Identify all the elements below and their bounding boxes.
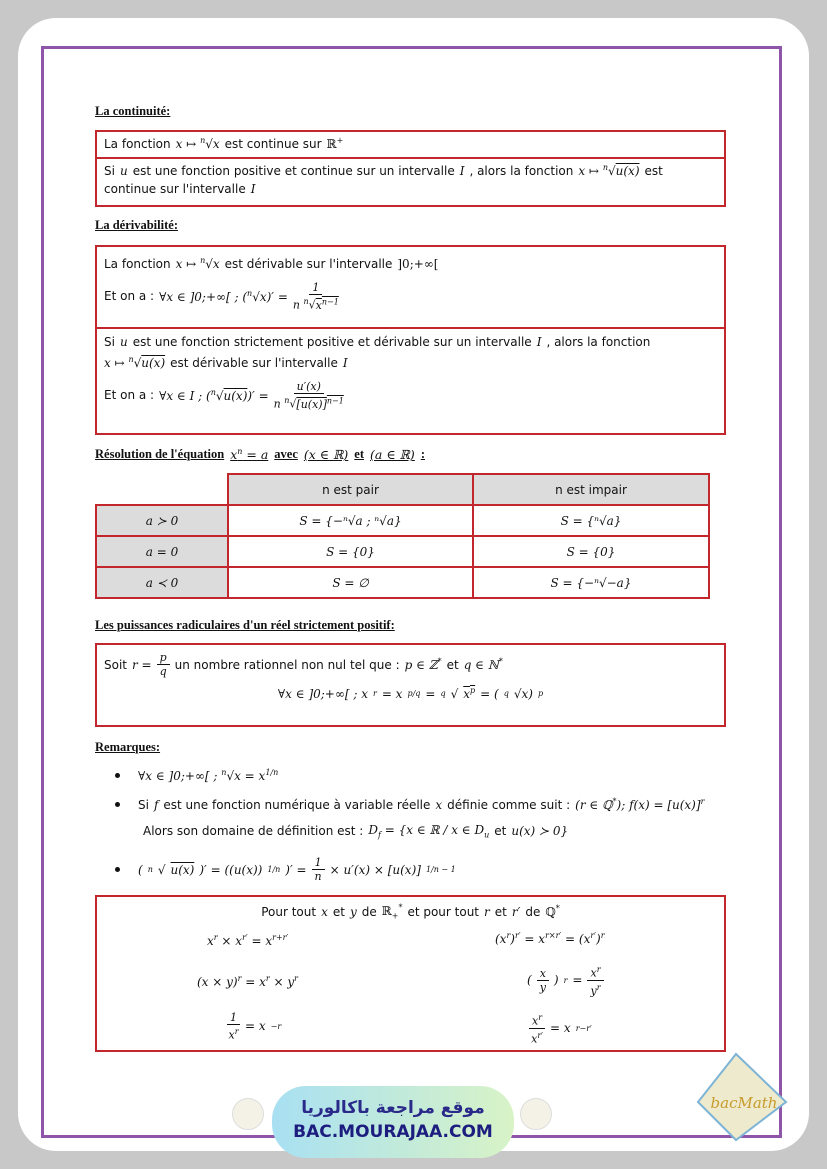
blank-cell <box>96 474 228 505</box>
book-icon <box>232 1098 264 1130</box>
formula: x ↦ $^n$√u(x) <box>578 163 640 178</box>
formula: u <box>119 335 128 349</box>
equation-title <box>95 447 425 462</box>
text: et <box>332 904 345 919</box>
formula: I <box>250 182 256 196</box>
property-1: $x^r \times x^{r'} = x^{r+r'}$ <box>207 933 289 948</box>
formula: x ↦ $^n$√u(x) <box>104 355 166 370</box>
text: Si <box>104 335 115 349</box>
bullet-dot <box>115 867 120 872</box>
fraction: $\frac{1}{n ^n√x^{n-1}}$ <box>292 281 339 312</box>
solution-cell: S = {ⁿ√a} <box>473 505 709 536</box>
text: Si <box>104 163 115 178</box>
derivability-row-1 <box>97 247 724 329</box>
continuity-row-1 <box>97 132 724 159</box>
formula: I <box>459 163 465 178</box>
solution-cell: S = {0} <box>473 536 709 567</box>
formula: r <box>484 904 490 919</box>
site-banner[interactable] <box>272 1086 514 1158</box>
formula: (x ∈ ℝ) <box>303 447 349 463</box>
fraction: $\frac{p}{q}$ <box>157 651 170 678</box>
text: est <box>644 163 663 178</box>
fraction: $\frac{x^r}{x^{r'}}$ <box>529 1011 545 1045</box>
text: Pour tout <box>261 904 317 919</box>
derivability-box <box>95 245 726 435</box>
text: est dérivable sur l'intervalle <box>170 355 338 370</box>
formula: ℝ$_+$* <box>381 903 403 921</box>
powers-title: Les puissances radiculaires d'un réel strictement positif: <box>95 618 395 632</box>
text: , alors la fonction <box>546 335 651 349</box>
property-3: $(x \times y)^r = x^r \times y^r$ <box>197 974 298 989</box>
text: La fonction <box>104 136 171 151</box>
property-4: ( $\frac{x}{y}$ ) r = $\frac{x^r}{y^r}$ <box>527 963 604 997</box>
remark-2 <box>115 797 704 812</box>
text: est dérivable sur l'intervalle <box>224 256 393 271</box>
remarks-title: Remarques: <box>95 740 161 754</box>
formula: f <box>153 797 159 812</box>
condition-cell: a ≻ 0 <box>96 505 228 536</box>
formula: I <box>536 335 542 349</box>
condition-cell: a = 0 <box>96 536 228 567</box>
derivability-row-2 <box>97 329 724 433</box>
formula: u(x) ≻ 0} <box>511 824 569 839</box>
formula: r = <box>132 657 152 672</box>
text: Et on a : <box>104 388 155 403</box>
text: et pour tout <box>407 904 480 919</box>
bacmath-logo <box>696 1052 790 1142</box>
brand-text: bacMath <box>710 1094 778 1112</box>
solution-cell: S = {−ⁿ√−a} <box>473 567 709 598</box>
text: La fonction <box>104 256 171 271</box>
solution-cell: S = {0} <box>228 536 473 567</box>
formula: ∀x ∈ ]0;+∞[ ; ($^n$√x)′ = <box>159 288 288 304</box>
fraction: $\frac{1}{n}$ <box>312 856 325 883</box>
fraction: $\frac{1}{x^r}$ <box>228 1011 239 1042</box>
text: et <box>354 447 365 462</box>
formula: ℚ* <box>545 904 560 920</box>
formula: p ∈ ℤ* <box>404 657 442 672</box>
formula: $D_f = \{x$ ∈ ℝ / x ∈ $D_u$ <box>368 823 490 840</box>
text: Résolution de l'équation <box>95 447 225 462</box>
header-cell: n est pair <box>228 474 473 505</box>
solution-cell: S = ∅ <box>228 567 473 598</box>
text: est une fonction numérique à variable réelle <box>163 797 431 812</box>
text: de <box>361 904 377 919</box>
text: avec <box>274 447 298 462</box>
property-5: $\frac{1}{x^r}$ = x −r <box>228 1011 282 1042</box>
formula: ( n √ u(x) )′ = ((u(x)) 1/n )′ = $\frac{1}{n}$ × u′(x) × [u(x)] 1/n − 1 <box>138 856 456 883</box>
formula: ℝ+ <box>326 136 344 151</box>
remark-2-domain <box>143 823 568 839</box>
text: de <box>525 904 541 919</box>
text: définie comme suit : <box>447 797 571 812</box>
derivability-title: La dérivabilité: <box>95 218 178 232</box>
formula: ∀x ∈ I ; ($^n$√u(x))′ = <box>159 387 269 403</box>
text: Si <box>138 797 149 812</box>
formula: r′ <box>511 904 521 919</box>
formula: ∀x ∈ ]0;+∞[ ; $^n√x = x^{1/n}$ <box>138 768 279 783</box>
text: un nombre rationnel non nul tel que : <box>174 657 400 672</box>
formula: $x^n = a$ <box>230 447 269 463</box>
formula: ]0;+∞[ <box>397 256 439 271</box>
site-name-arabic: موقع مراجعة باكالوريا <box>301 1098 485 1118</box>
text: et <box>494 904 507 919</box>
formula: q ∈ ℕ* <box>463 657 503 672</box>
text: est continue sur <box>224 136 322 151</box>
properties-header <box>97 903 724 920</box>
remark-3 <box>115 856 456 883</box>
formula: I <box>342 355 348 370</box>
text: : <box>420 447 425 462</box>
formula: x <box>435 797 443 812</box>
text: Soit <box>104 657 127 672</box>
continuity-title: La continuité: <box>95 104 171 118</box>
properties-box <box>95 895 726 1052</box>
formula: x ↦ $^n$√x <box>175 136 220 151</box>
text: continue sur l'intervalle <box>104 182 246 196</box>
powers-box <box>95 643 726 727</box>
text: et <box>446 657 459 672</box>
text: est une fonction positive et continue sur un intervalle <box>132 163 455 178</box>
text: est une fonction strictement positive et dérivable sur un intervalle <box>132 335 532 349</box>
text: Alors son domaine de définition est : <box>143 824 364 839</box>
bullet-dot <box>115 802 120 807</box>
text: Et on a : <box>104 289 155 304</box>
formula: x ↦ $^n$√x <box>175 256 220 271</box>
header-cell: n est impair <box>473 474 709 505</box>
text: , alors la fonction <box>469 163 574 178</box>
solution-cell: S = {−ⁿ√a ; ⁿ√a} <box>228 505 473 536</box>
remark-1 <box>115 768 278 783</box>
formula: y <box>349 904 357 919</box>
fraction: $\frac{x}{y}$ <box>537 967 549 994</box>
formula: (a ∈ ℝ) <box>370 447 415 463</box>
formula: (r ∈ ℚ*); $f(x) = [u(x)]^r$ <box>575 797 705 812</box>
fraction: $\frac{x^r}{y^r}$ <box>587 963 603 997</box>
fraction: $\frac{u'(x)}{n ^n√[u(x)]^{n-1}}$ <box>273 380 344 411</box>
text: et <box>494 824 507 839</box>
bullet-dot <box>115 773 120 778</box>
formula: x <box>321 904 328 919</box>
property-6: $\frac{x^r}{x^{r'}}$ = x r−r′ <box>529 1011 592 1045</box>
formula: u <box>119 163 128 178</box>
equation-table <box>95 473 710 599</box>
property-2: $(x^r)^{r'} = x^{r\times r'} = (x^{r'})^r$ <box>495 931 605 946</box>
formula: ∀x ∈ ]0;+∞[ ; x r = x p/q = q √ $x^p$ = ( q √x) p <box>277 686 544 701</box>
site-url: BAC.MOURAJAA.COM <box>293 1122 493 1142</box>
continuity-row-2 <box>97 159 724 205</box>
book-icon <box>520 1098 552 1130</box>
condition-cell: a ≺ 0 <box>96 567 228 598</box>
continuity-box <box>95 130 726 207</box>
